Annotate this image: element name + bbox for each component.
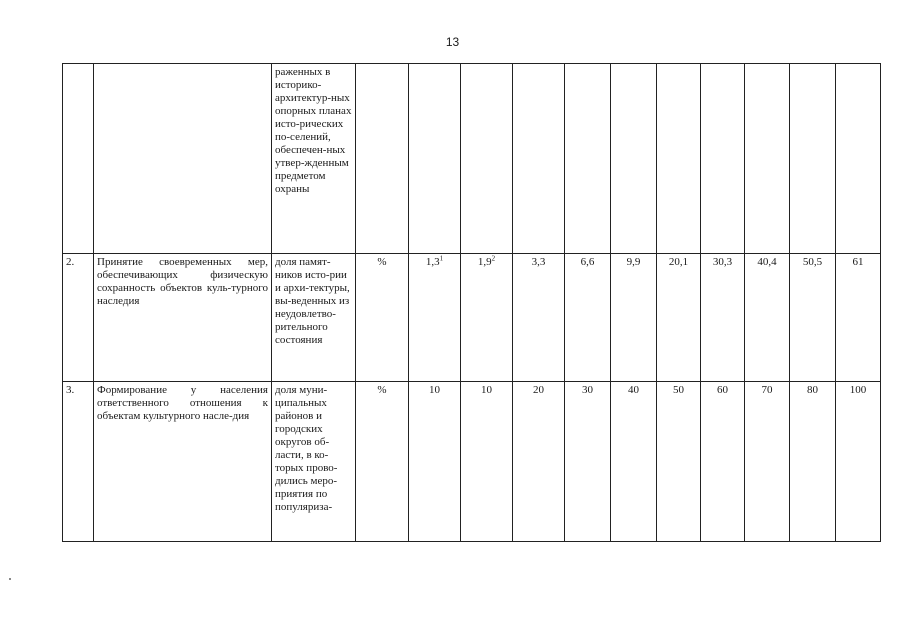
value-cell: 30 (565, 382, 611, 542)
value-cell (461, 254, 513, 382)
value-cell: 10 (409, 382, 461, 542)
value-cell: 20,1 (657, 254, 701, 382)
table-row-2 (63, 254, 881, 382)
value-cell (790, 64, 836, 254)
value-cell: 60 (701, 382, 745, 542)
value-cell (701, 64, 745, 254)
value-cell (611, 64, 657, 254)
value-cell: 50,5 (790, 254, 836, 382)
value-cell (461, 64, 513, 254)
indicators-table (62, 63, 881, 542)
value-cell: 6,6 (565, 254, 611, 382)
value-cell: 40,4 (745, 254, 790, 382)
value-cell: 9,9 (611, 254, 657, 382)
scan-speck (9, 578, 11, 580)
value-cell (745, 64, 790, 254)
indicator-cell: раженных в историко-архитектур-ных опорных планах исто-рических по-селений, обеспечен-ных утвер-жденным предметом охраны (272, 64, 356, 254)
row-number-cell (63, 64, 94, 254)
indicator-cell: доля муни-ципальных районов и городских округов об-ласти, в ко-торых прово-дились меро-приятия по популяриза- (272, 382, 356, 542)
table-row-continuation (63, 64, 881, 254)
value-cell: 3,3 (513, 254, 565, 382)
unit-cell (356, 64, 409, 254)
value-text: 1,9 (477, 256, 492, 268)
value-cell: 70 (745, 382, 790, 542)
unit-cell: % (356, 254, 409, 382)
measure-name-cell: Принятие своевременных мер, обеспечивающих физическую сохранность объектов куль-турного наследия (94, 254, 272, 382)
measure-name-cell: Формирование у населения ответственного отношения к объектам культурного насле-дия (94, 382, 272, 542)
table-row-3 (63, 382, 881, 542)
indicator-cell: доля памят-ников исто-рии и архи-тектуры, вы-веденных из неудовлетво-рительного состояния (272, 254, 356, 382)
footnote-marker: 2 (491, 254, 496, 263)
value-cell: 20 (513, 382, 565, 542)
value-cell (409, 254, 461, 382)
value-cell: 10 (461, 382, 513, 542)
value-cell (565, 64, 611, 254)
value-cell: 100 (836, 382, 881, 542)
page-number: 13 (445, 35, 460, 49)
value-cell: 50 (657, 382, 701, 542)
value-cell: 40 (611, 382, 657, 542)
row-number-cell: 3. (63, 382, 94, 542)
value-text: 1,3 (425, 256, 440, 268)
value-cell (836, 64, 881, 254)
value-cell: 80 (790, 382, 836, 542)
value-cell: 30,3 (701, 254, 745, 382)
row-number-cell: 2. (63, 254, 94, 382)
value-cell: 61 (836, 254, 881, 382)
value-cell (513, 64, 565, 254)
footnote-marker: 1 (439, 254, 444, 263)
value-cell (409, 64, 461, 254)
measure-name-cell (94, 64, 272, 254)
unit-cell: % (356, 382, 409, 542)
value-cell (657, 64, 701, 254)
